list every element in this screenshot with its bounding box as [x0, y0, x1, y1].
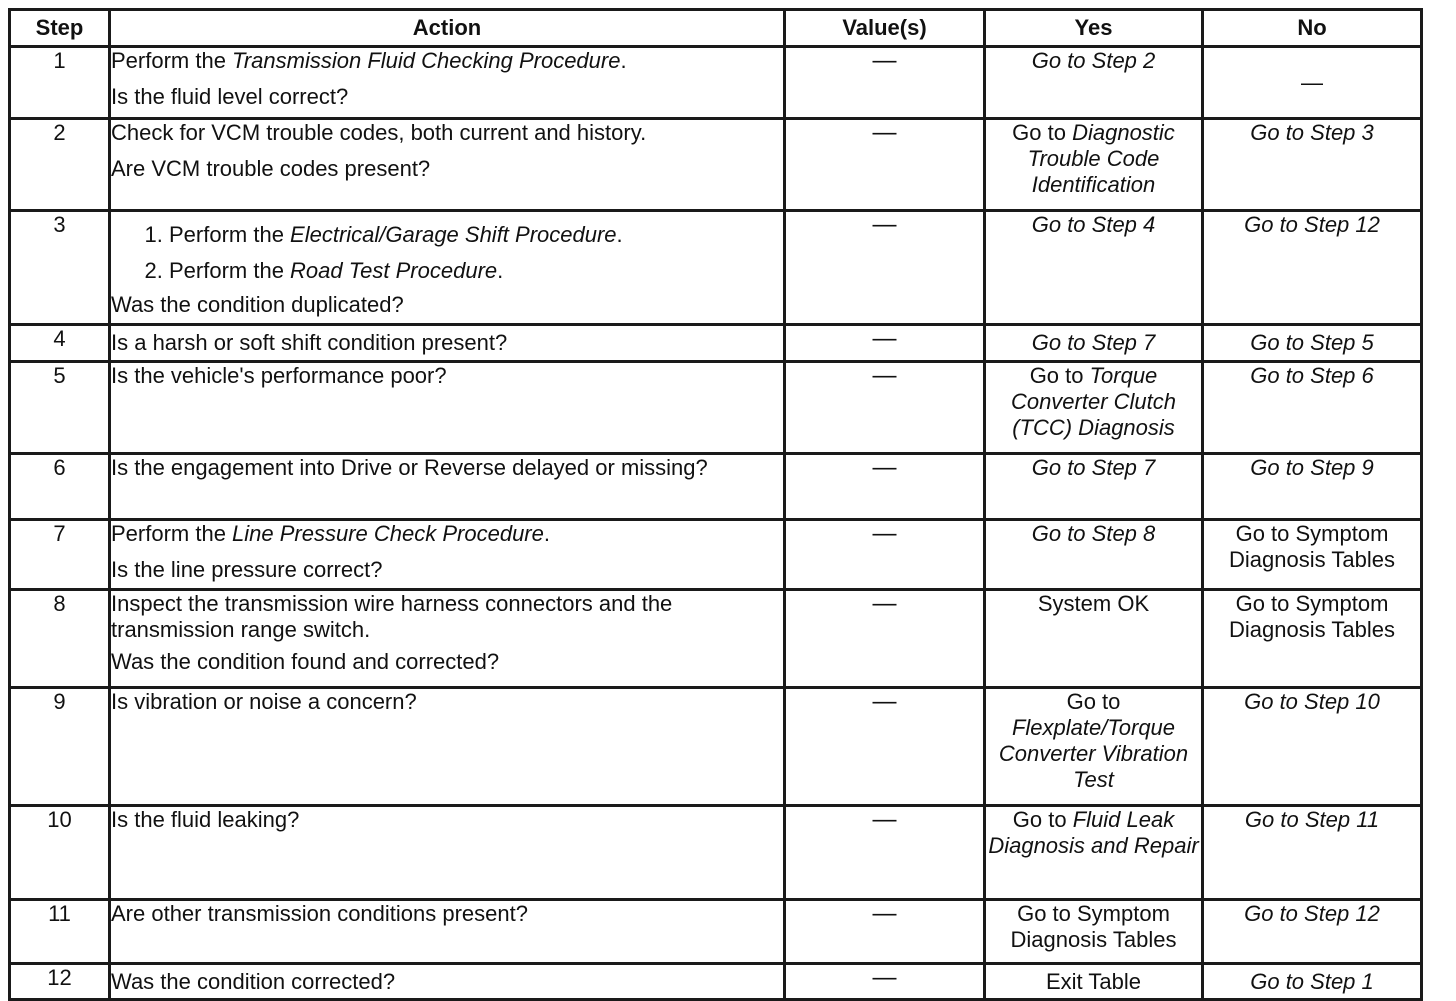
step-number: 11 — [10, 900, 110, 964]
table-row — [10, 590, 1422, 688]
action-question: Was the condition corrected? — [111, 968, 396, 994]
table-row — [10, 119, 1422, 211]
no-cell: — — [1203, 47, 1422, 119]
action-question: Is the fluid level correct? — [111, 84, 349, 109]
action-cell — [110, 806, 785, 900]
action-cell — [110, 47, 785, 119]
yes-cell: Go to Flexplate/Torque Converter Vibration Test — [985, 688, 1203, 806]
action-question: Are VCM trouble codes present? — [111, 156, 431, 181]
step-number: 12 — [10, 964, 110, 1000]
value-cell: — — [785, 900, 985, 964]
value-cell: — — [785, 119, 985, 211]
value-cell: — — [785, 47, 985, 119]
action-question: Is vibration or noise a concern? — [111, 689, 417, 714]
no-cell: Go to Step 12 — [1203, 900, 1422, 964]
no-cell: Go to Step 11 — [1203, 806, 1422, 900]
table-row — [10, 362, 1422, 454]
table-row — [10, 47, 1422, 119]
action-cell — [110, 520, 785, 590]
table-row — [10, 454, 1422, 520]
no-cell: Go to Step 6 — [1203, 362, 1422, 454]
action-steps-list — [111, 222, 783, 284]
action-cell — [110, 900, 785, 964]
value-cell: — — [785, 964, 985, 1000]
header-row — [10, 10, 1422, 47]
no-cell: Go to Step 9 — [1203, 454, 1422, 520]
step-number: 9 — [10, 688, 110, 806]
no-cell: Go to Step 3 — [1203, 119, 1422, 211]
action-question: Was the condition found and corrected? — [111, 649, 500, 674]
value-cell: — — [785, 454, 985, 520]
value-cell: — — [785, 806, 985, 900]
list-item: 2. Perform the Road Test Procedure. — [169, 258, 783, 284]
value-cell: — — [785, 590, 985, 688]
yes-cell: System OK — [985, 590, 1203, 688]
action-cell — [110, 119, 785, 211]
action-question: Are other transmission conditions present? — [111, 901, 528, 926]
action-line: Perform the Line Pressure Check Procedure. — [111, 521, 550, 546]
diagnostic-table — [8, 8, 1423, 1001]
no-cell: Go to Symptom Diagnosis Tables — [1203, 590, 1422, 688]
table-row — [10, 964, 1422, 1000]
action-cell — [110, 964, 785, 1000]
step-number: 4 — [10, 325, 110, 362]
action-cell — [110, 688, 785, 806]
no-cell: Go to Step 5 — [1203, 325, 1422, 362]
header-value: Value(s) — [785, 10, 985, 47]
header-no: No — [1203, 10, 1422, 47]
no-cell: Go to Step 1 — [1203, 964, 1422, 1000]
table-row — [10, 806, 1422, 900]
action-cell — [110, 362, 785, 454]
header-action: Action — [110, 10, 785, 47]
action-question: Is the line pressure correct? — [111, 557, 383, 582]
action-cell — [110, 590, 785, 688]
step-number: 6 — [10, 454, 110, 520]
yes-cell: Go to Diagnostic Trouble Code Identification — [985, 119, 1203, 211]
action-line: Inspect the transmission wire harness connectors and the transmission range switch. — [111, 591, 673, 642]
action-question: Is the vehicle's performance poor? — [111, 363, 447, 388]
list-item: 1. Perform the Electrical/Garage Shift Procedure. — [169, 222, 783, 248]
step-number: 5 — [10, 362, 110, 454]
table-row — [10, 688, 1422, 806]
no-cell: Go to Symptom Diagnosis Tables — [1203, 520, 1422, 590]
step-number: 3 — [10, 211, 110, 325]
action-line: Perform the Transmission Fluid Checking Procedure. — [111, 48, 627, 73]
yes-cell: Exit Table — [985, 964, 1203, 1000]
value-cell: — — [785, 520, 985, 590]
yes-cell: Go to Symptom Diagnosis Tables — [985, 900, 1203, 964]
action-question: Is the engagement into Drive or Reverse delayed or missing? — [111, 455, 708, 480]
yes-cell: Go to Step 8 — [985, 520, 1203, 590]
yes-cell: Go to Fluid Leak Diagnosis and Repair — [985, 806, 1203, 900]
header-step: Step — [10, 10, 110, 47]
header-yes: Yes — [985, 10, 1203, 47]
yes-cell: Go to Step 4 — [985, 211, 1203, 325]
table-row — [10, 900, 1422, 964]
step-number: 8 — [10, 590, 110, 688]
yes-cell: Go to Step 7 — [985, 454, 1203, 520]
action-question: Is a harsh or soft shift condition present? — [111, 330, 508, 355]
action-cell — [110, 454, 785, 520]
action-question: Was the condition duplicated? — [111, 292, 404, 317]
value-cell: — — [785, 211, 985, 325]
action-line: Check for VCM trouble codes, both current and history. — [111, 120, 647, 145]
value-cell: — — [785, 688, 985, 806]
action-cell — [110, 211, 785, 325]
table-row — [10, 211, 1422, 325]
yes-cell: Go to Step 2 — [985, 47, 1203, 119]
value-cell: — — [785, 325, 985, 362]
action-question: Is the fluid leaking? — [111, 807, 300, 832]
table-row — [10, 325, 1422, 362]
step-number: 7 — [10, 520, 110, 590]
table-row — [10, 520, 1422, 590]
step-number: 10 — [10, 806, 110, 900]
value-cell: — — [785, 362, 985, 454]
yes-cell: Go to Torque Converter Clutch (TCC) Diagnosis — [985, 362, 1203, 454]
yes-cell: Go to Step 7 — [985, 325, 1203, 362]
step-number: 1 — [10, 47, 110, 119]
action-cell — [110, 325, 785, 362]
step-number: 2 — [10, 119, 110, 211]
no-cell: Go to Step 10 — [1203, 688, 1422, 806]
no-cell: Go to Step 12 — [1203, 211, 1422, 325]
